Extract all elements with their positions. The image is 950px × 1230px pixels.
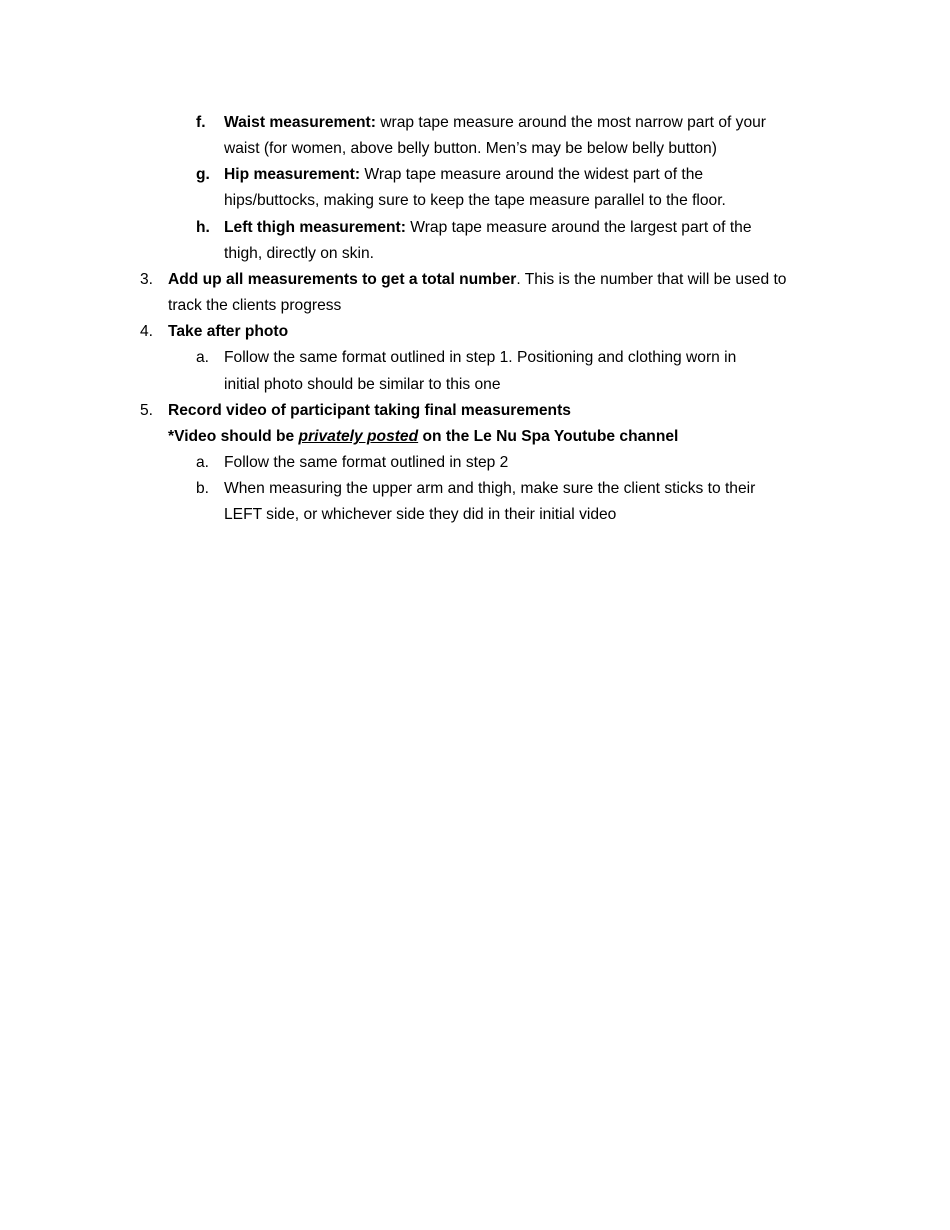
list-item-line	[224, 215, 752, 241]
list-item-line: thigh, directly on skin.	[224, 245, 374, 262]
video-note-pre: *Video should be	[168, 428, 299, 445]
list-item-line: waist (for women, above belly button. Men’s may be below belly button)	[224, 140, 717, 157]
video-note-post: on the Le Nu Spa Youtube channel	[418, 428, 679, 445]
list-marker: 5.	[140, 402, 154, 419]
video-note	[168, 424, 678, 450]
sub-item-line: Follow the same format outlined in step 2	[224, 454, 509, 471]
item-text: wrap tape measure around the most narrow part of your	[375, 114, 766, 131]
item-text: . This is the number that will be used to	[516, 271, 787, 288]
item-heading: Hip measurement:	[224, 166, 361, 183]
list-marker: h.	[196, 219, 210, 236]
sub-item-line: initial photo should be similar to this one	[224, 376, 501, 393]
list-marker: f.	[196, 114, 206, 131]
sub-list-marker: a.	[196, 454, 210, 471]
item-heading: Left thigh measurement:	[224, 219, 406, 236]
sub-item-line: Follow the same format outlined in step 1. Positioning and clothing worn in	[224, 349, 737, 366]
sub-list-marker: a.	[196, 349, 210, 366]
item-heading: Record video of participant taking final measurements	[168, 402, 571, 419]
item-text: Wrap tape measure around the largest part of the	[405, 219, 752, 236]
list-item-line	[224, 162, 703, 188]
list-item-line: track the clients progress	[168, 297, 342, 314]
sub-list-marker: b.	[196, 480, 210, 497]
item-heading: Add up all measurements to get a total number	[168, 271, 517, 288]
sub-item-line: LEFT side, or whichever side they did in their initial video	[224, 506, 617, 523]
list-marker: g.	[196, 166, 210, 183]
item-heading: Take after photo	[168, 323, 289, 340]
list-item-line	[224, 110, 766, 136]
list-item-line	[168, 267, 786, 293]
item-heading: Waist measurement:	[224, 114, 376, 131]
list-marker: 4.	[140, 323, 154, 340]
list-marker: 3.	[140, 271, 154, 288]
item-text: Wrap tape measure around the widest part of the	[360, 166, 704, 183]
video-note-emphasis: privately posted	[298, 428, 419, 445]
list-item-line: hips/buttocks, making sure to keep the tape measure parallel to the floor.	[224, 192, 726, 209]
sub-item-line: When measuring the upper arm and thigh, make sure the client sticks to their	[224, 480, 756, 497]
